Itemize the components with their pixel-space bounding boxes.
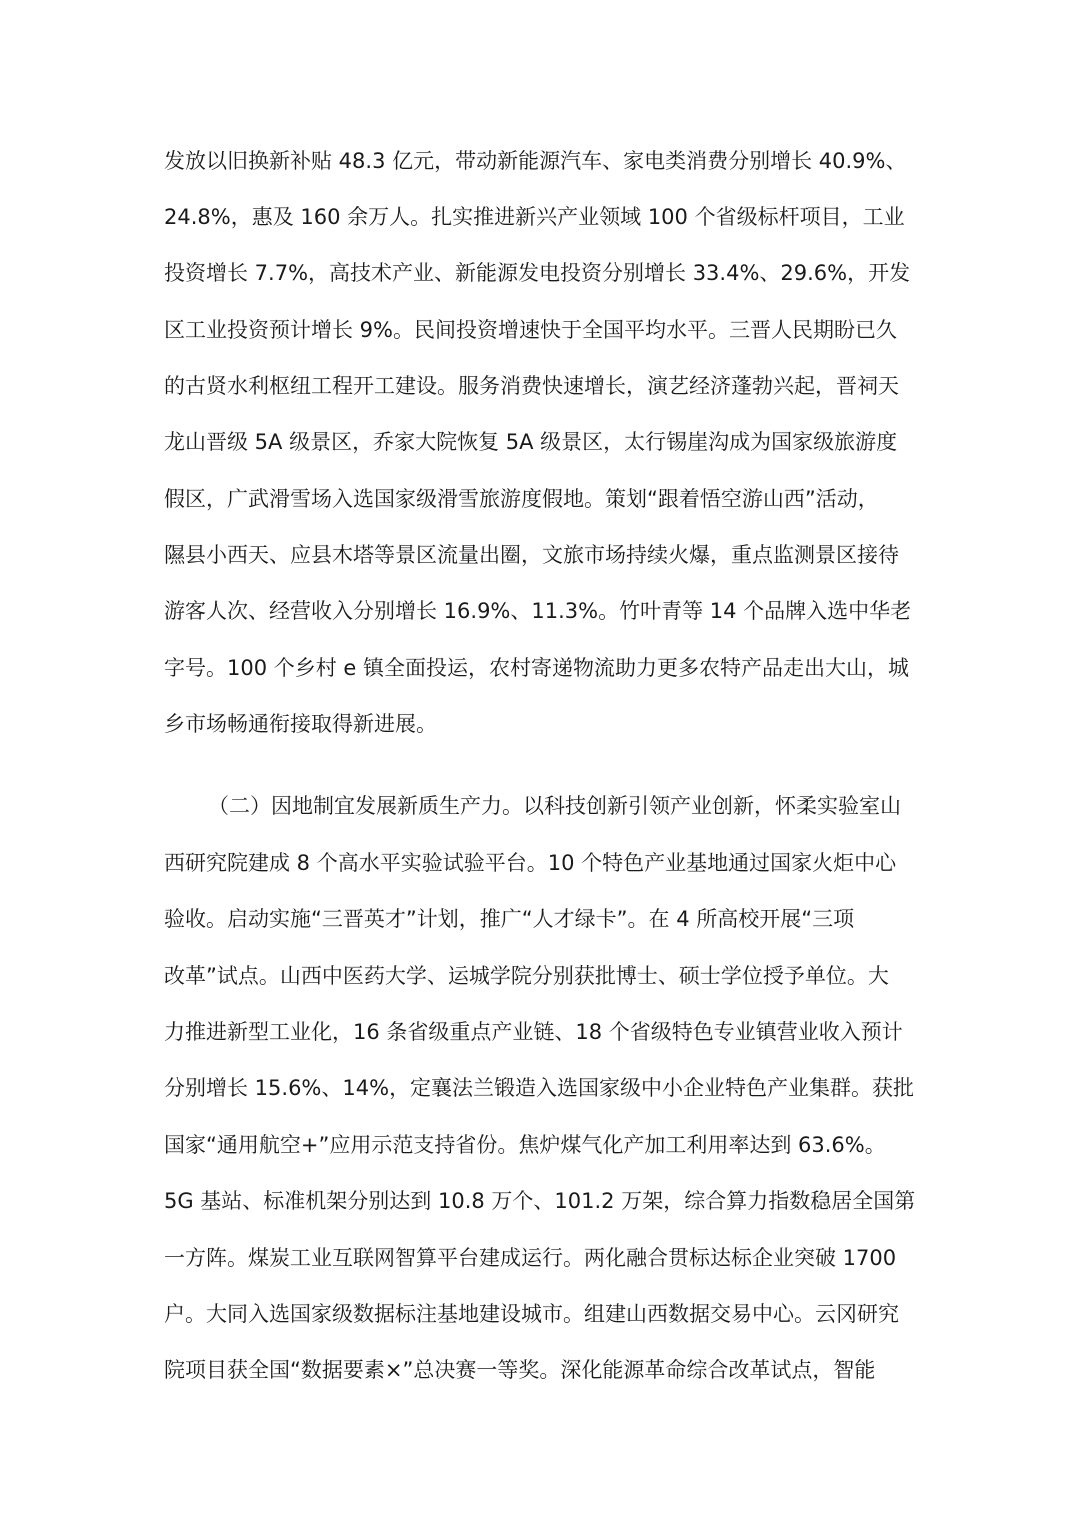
paragraph-1-line: 发放以旧换新补贴 48.3 亿元，带动新能源汽车、家电类消费分别增长 40.9%、 [164, 149, 907, 173]
paragraph-2-line: 西研究院建成 8 个高水平实验试验平台。10 个特色产业基地通过国家火炬中心 [164, 851, 897, 875]
paragraph-2-line: （二）因地制宜发展新质生产力。以科技创新引领产业创新，怀柔实验室山 [208, 794, 901, 818]
paragraph-2-line: 5G 基站、标准机架分别达到 10.8 万个、101.2 万架，综合算力指数稳居全国第 [164, 1189, 916, 1213]
paragraph-1-line: 游客人次、经营收入分别增长 16.9%、11.3%。竹叶青等 14 个品牌入选中华老 [164, 599, 912, 623]
paragraph-1-line: 乡市场畅通衔接取得新进展。 [164, 712, 437, 736]
paragraph-2-line: 户。大同入选国家级数据标注基地建设城市。组建山西数据交易中心。云冈研究 [164, 1302, 899, 1326]
paragraph-2-line: 力推进新型工业化，16 条省级重点产业链、18 个省级特色专业镇营业收入预计 [164, 1020, 903, 1044]
paragraph-1-line: 区工业投资预计增长 9%。民间投资增速快于全国平均水平。三晋人民期盼已久 [164, 318, 897, 342]
paragraph-2-line: 国家“通用航空+”应用示范支持省份。焦炉煤气化产加工利用率达到 63.6%。 [164, 1133, 886, 1157]
paragraph-1-line: 龙山晋级 5A 级景区，乔家大院恢复 5A 级景区，太行锡崖沟成为国家级旅游度 [164, 430, 898, 454]
paragraph-2-line: 改革”试点。山西中医药大学、运城学院分别获批博士、硕士学位授予单位。大 [164, 964, 889, 988]
paragraph-1-line: 隰县小西天、应县木塔等景区流量出圈，文旅市场持续火爆，重点监测景区接待 [164, 543, 899, 567]
paragraph-1-line: 的古贤水利枢纽工程开工建设。服务消费快速增长，演艺经济蓬勃兴起，晋祠天 [164, 374, 899, 398]
paragraph-1-line: 字号。100 个乡村 e 镇全面投运，农村寄递物流助力更多农特产品走出大山，城 [164, 656, 910, 680]
paragraph-1-line: 24.8%，惠及 160 余万人。扎实推进新兴产业领域 100 个省级标杆项目，工业 [164, 205, 905, 229]
paragraph-1-line: 假区，广武滑雪场入选国家级滑雪旅游度假地。策划“跟着悟空游山西”活动， [164, 487, 879, 511]
paragraph-2-line: 院项目获全国“数据要素×”总决赛一等奖。深化能源革命综合改革试点，智能 [164, 1358, 876, 1382]
paragraph-2-line: 分别增长 15.6%、14%，定襄法兰锻造入选国家级中小企业特色产业集群。获批 [164, 1076, 915, 1100]
paragraph-2-line: 验收。启动实施“三晋英才”计划，推广“人才绿卡”。在 4 所高校开展“三项 [164, 907, 855, 931]
paragraph-2-line: 一方阵。煤炭工业互联网智算平台建成运行。两化融合贯标达标企业突破 1700 [164, 1246, 897, 1270]
paragraph-1-line: 投资增长 7.7%，高技术产业、新能源发电投资分别增长 33.4%、29.6%，开发 [164, 261, 911, 285]
